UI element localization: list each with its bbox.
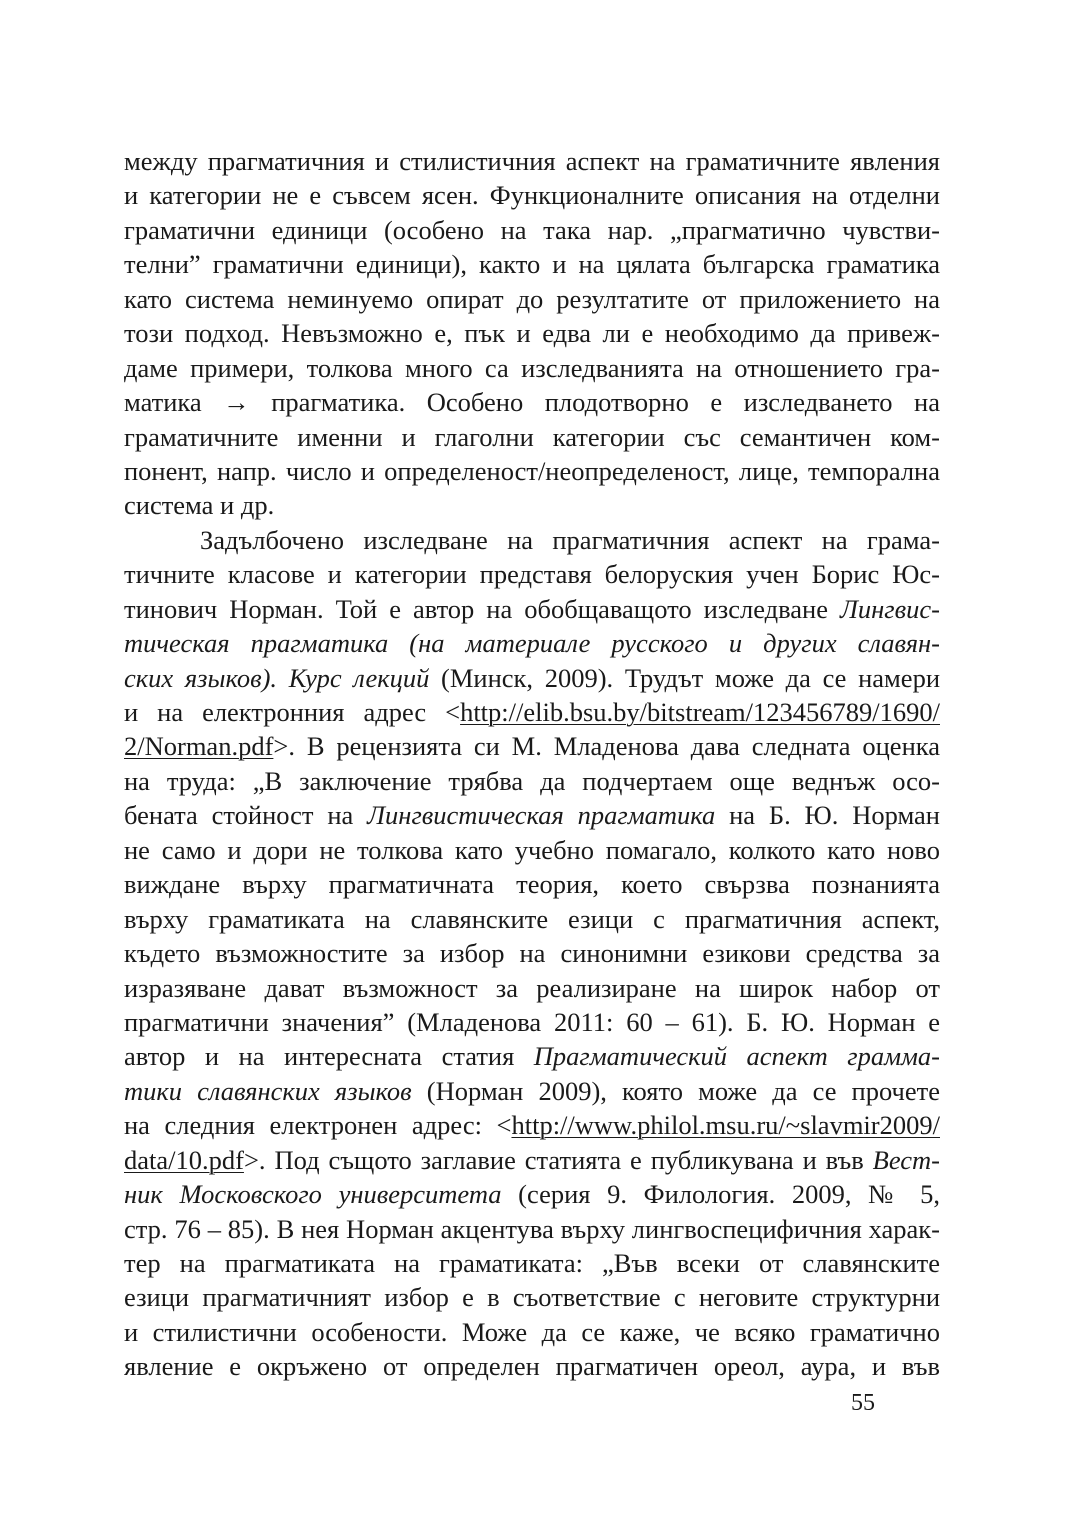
text-segment: бената стойност на xyxy=(124,800,368,831)
italic-title: Вест- xyxy=(872,1144,940,1175)
text-line xyxy=(124,1039,940,1073)
text-segment: автор и на интересната статия xyxy=(124,1041,534,1072)
text-segment: Задълбочено изследване на прагматичния аспект на грама- xyxy=(200,524,940,555)
text-line xyxy=(124,247,940,281)
text-segment: виждане върху прагматичната теория, което свързва познанията xyxy=(124,869,940,900)
text-line xyxy=(124,1074,940,1108)
italic-title: Прагматический аспект грамма- xyxy=(533,1041,941,1072)
text-line xyxy=(124,833,940,867)
text-segment: тер на прагматиката на граматиката: „Във всеки от славянските xyxy=(124,1248,940,1278)
url-link[interactable]: data/10.pdf xyxy=(124,1144,244,1175)
text-segment: понент, напр. число и определеност/неопределеност, лице, темпорална xyxy=(124,455,940,486)
text-line xyxy=(124,1280,940,1314)
text-segment: (Норман 2009), която може да се прочете xyxy=(411,1075,940,1106)
text-line xyxy=(124,316,940,350)
text-line xyxy=(124,1349,940,1383)
text-line xyxy=(124,282,940,316)
text-line xyxy=(124,902,940,936)
text-line xyxy=(124,1315,940,1349)
text-line xyxy=(124,867,940,901)
text-segment: граматичните именни и глаголни категории със семантичен ком- xyxy=(124,421,940,452)
text-segment: езици прагматичният избор е в съответствие с неговите структурни xyxy=(124,1282,940,1313)
text-line xyxy=(124,936,940,970)
text-line xyxy=(124,661,940,695)
text-line xyxy=(124,213,940,247)
italic-title: тическая прагматика (на материале русского и других славян- xyxy=(124,628,940,659)
text-segment: и стилистични особености. Може да се каже, че всяко граматично xyxy=(124,1316,940,1347)
page-number: 55 xyxy=(851,1390,875,1416)
text-line xyxy=(124,798,940,832)
text-line xyxy=(124,1177,940,1211)
text-segment: между прагматичния и стилистичния аспект на граматичните явления xyxy=(124,146,940,176)
text-line xyxy=(124,1005,940,1039)
italic-title: Лингвистическая прагматика xyxy=(367,800,716,831)
text-line xyxy=(124,488,940,522)
text-line xyxy=(124,454,940,488)
text-segment: матика → прагматика. Особено плодотворно е изследването на xyxy=(124,387,940,418)
text-line xyxy=(124,695,940,729)
url-link[interactable]: 2/Norman.pdf xyxy=(124,731,274,762)
text-segment: явление е окръжено от определен прагматичен ореол, аура, и във xyxy=(124,1351,940,1382)
text-line xyxy=(124,1108,940,1142)
text-segment: тинович Норман. Той е автор на обобщаващото изследване xyxy=(124,593,840,624)
text-segment: и на електронния адрес < xyxy=(124,697,461,727)
text-segment: телни” граматични единици), както и на цялата българска граматика xyxy=(124,249,940,280)
text-segment: не само и дори не толкова като учебно помагало, колкото като ново xyxy=(124,834,940,865)
text-line xyxy=(124,764,940,798)
text-line xyxy=(124,1246,940,1280)
text-segment: >. Под същото заглавие статията е публикувана и във xyxy=(243,1144,873,1175)
text-segment: (серия 9. Филология. 2009, № 5, xyxy=(501,1179,940,1210)
italic-title: тики славянских языков xyxy=(124,1075,412,1106)
text-segment: на Б. Ю. Норман xyxy=(715,800,940,831)
text-line xyxy=(124,557,940,591)
text-line xyxy=(124,385,940,419)
text-segment: >. В рецензията си М. Младенова дава следната оценка xyxy=(273,731,940,762)
text-segment: на следния електронен адрес: < xyxy=(124,1110,512,1141)
text-line xyxy=(124,420,940,454)
url-link[interactable]: http://elib.bsu.by/bitstream/123456789/1690/ xyxy=(460,697,940,727)
text-segment: прагматични значения” (Младенова 2011: 60 – 61). Б. Ю. Норман е xyxy=(124,1006,940,1037)
text-line xyxy=(124,1212,940,1246)
italic-title: ских языков). Курс лекций xyxy=(124,662,430,693)
url-link[interactable]: http://www.philol.msu.ru/~slavmir2009/ xyxy=(511,1110,940,1141)
text-line xyxy=(124,523,940,557)
italic-title: ник Московского университета xyxy=(124,1179,502,1210)
text-segment: изразяване дават възможност за реализиране на широк набор от xyxy=(124,972,940,1003)
text-segment: където възможностите за избор на синонимни езикови средства за xyxy=(124,938,940,969)
italic-title: Лингвис- xyxy=(839,593,940,624)
text-segment: граматични единици (особено на така нар. „прагматично чувстви- xyxy=(124,214,940,245)
text-segment: върху граматиката на славянските езици с прагматичния аспект, xyxy=(124,903,940,934)
text-segment: даме примери, толкова много са изследванията на отношението гра- xyxy=(124,352,940,383)
text-segment: система и др. xyxy=(124,490,275,521)
page-body xyxy=(124,144,940,1384)
text-line xyxy=(124,1143,940,1177)
text-segment: (Минск, 2009). Трудът може да се намери xyxy=(429,662,941,693)
text-segment: и категории не е съвсем ясен. Функционалните описания на отделни xyxy=(124,180,940,211)
text-segment: като система неминуемо опират до резултатите от приложението на xyxy=(124,283,940,314)
text-line xyxy=(124,351,940,385)
text-line xyxy=(124,592,940,626)
text-line xyxy=(124,729,940,763)
text-line xyxy=(124,178,940,212)
text-line xyxy=(124,144,940,178)
text-segment: този подход. Невъзможно е, пък и едва ли е необходимо да привеж- xyxy=(124,318,940,349)
text-segment: стр. 76 – 85). В нея Норман акцентува върху лингвоспецифичния харак- xyxy=(124,1213,940,1244)
text-line xyxy=(124,626,940,660)
text-line xyxy=(124,971,940,1005)
text-segment: на труда: „В заключение трябва да подчертаем още веднъж осо- xyxy=(124,765,940,796)
text-segment: тичните класове и категории представя белоруския учен Борис Юс- xyxy=(124,559,940,590)
